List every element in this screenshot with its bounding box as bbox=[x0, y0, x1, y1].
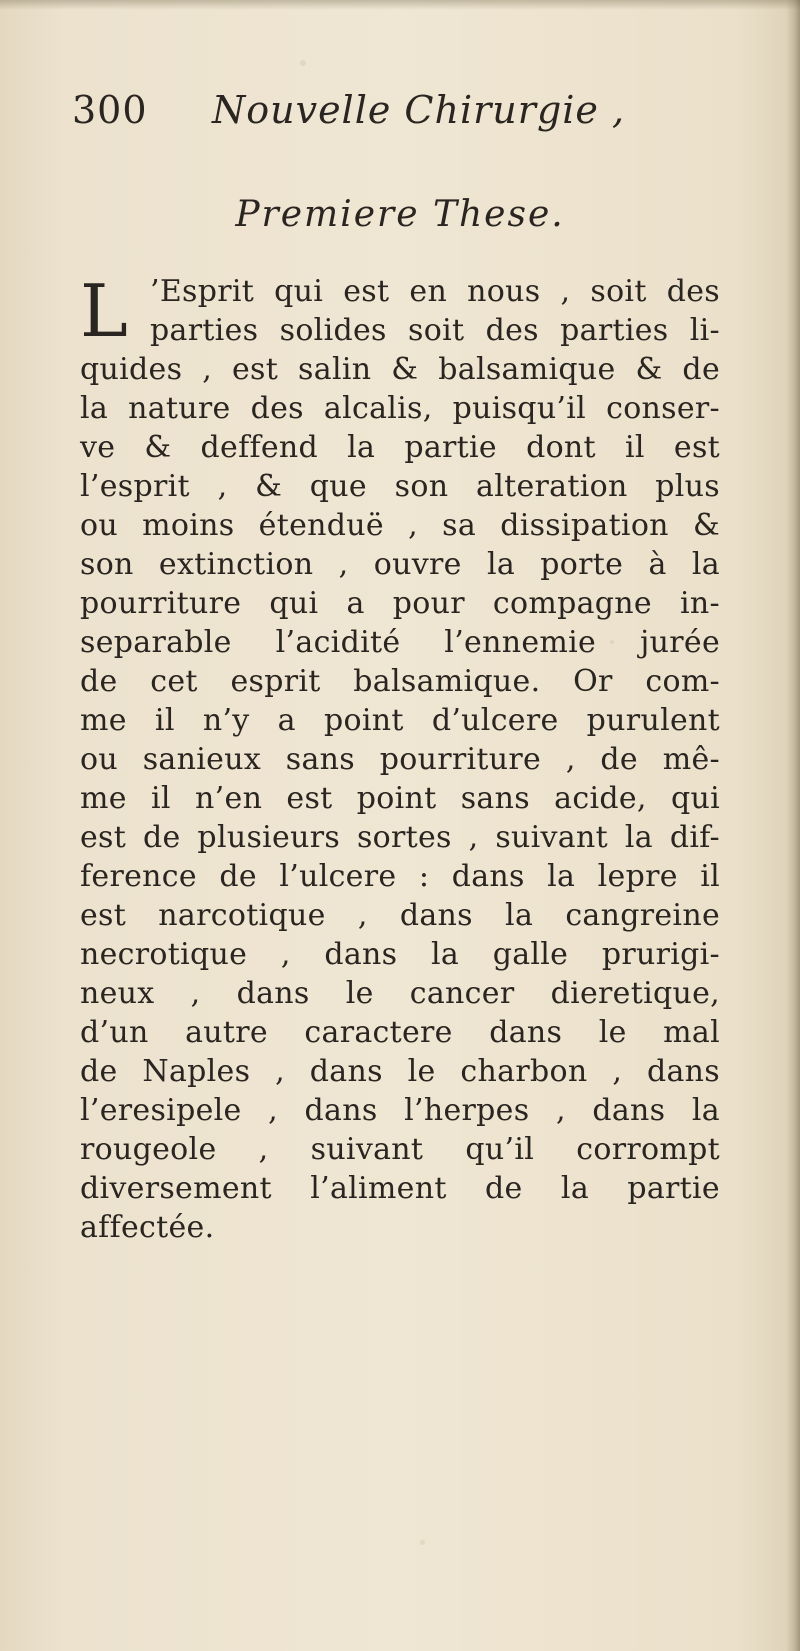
running-title: Nouvelle Chirurgie , bbox=[212, 88, 626, 132]
text-line: ve & deffend la partie dont il est bbox=[80, 430, 720, 465]
text-line: ou moins étenduë , sa dissipation & bbox=[80, 508, 720, 543]
text-line: necrotique , dans la galle prurigi- bbox=[80, 937, 720, 972]
text-line: ference de l’ulcere : dans la lepre il bbox=[80, 859, 720, 894]
page-number: 300 bbox=[72, 88, 148, 132]
text-line: quides , est salin & balsamique & de bbox=[80, 352, 720, 387]
text-line: pourriture qui a pour compagne in- bbox=[80, 586, 720, 621]
text-line: de Naples , dans le charbon , dans bbox=[80, 1054, 720, 1089]
text-line: l’eresipele , dans l’herpes , dans la bbox=[80, 1093, 720, 1128]
text-line: ’Esprit qui est en nous , soit des bbox=[150, 274, 720, 309]
text-line: son extinction , ouvre la porte à la bbox=[80, 547, 720, 582]
text-line: d’un autre caractere dans le mal bbox=[80, 1015, 720, 1050]
text-line: est narcotique , dans la cangreine bbox=[80, 898, 720, 933]
paragraph bbox=[80, 269, 720, 1247]
drop-cap: L bbox=[80, 269, 129, 353]
running-head bbox=[72, 82, 712, 138]
text-line: l’esprit , & que son alteration plus bbox=[80, 469, 720, 504]
text-line: rougeole , suivant qu’il corrompt bbox=[80, 1132, 720, 1167]
text-line: me il n’y a point d’ulcere purulent bbox=[80, 703, 720, 738]
paper-stain bbox=[420, 1540, 425, 1545]
section-heading: Premiere These. bbox=[235, 194, 565, 235]
text-line: ou sanieux sans pourriture , de mê- bbox=[80, 742, 720, 777]
text-line: diversement l’aliment de la partie bbox=[80, 1171, 720, 1206]
text-line: est de plusieurs sortes , suivant la dif- bbox=[80, 820, 720, 855]
text-line: separable l’acidité l’ennemie jurée bbox=[80, 625, 720, 660]
text-line: de cet esprit balsamique. Or com- bbox=[80, 664, 720, 699]
text-line: me il n’en est point sans acide, qui bbox=[80, 781, 720, 816]
page-right-edge-shadow bbox=[786, 0, 800, 1651]
text-line: parties solides soit des parties li- bbox=[150, 313, 720, 348]
text-line: la nature des alcalis, puisqu’il conser- bbox=[80, 391, 720, 426]
text-line: affectée. bbox=[80, 1210, 215, 1245]
paper-stain bbox=[300, 60, 306, 66]
text-line: neux , dans le cancer dieretique, bbox=[80, 976, 720, 1011]
page-top-edge-shadow bbox=[0, 0, 800, 10]
